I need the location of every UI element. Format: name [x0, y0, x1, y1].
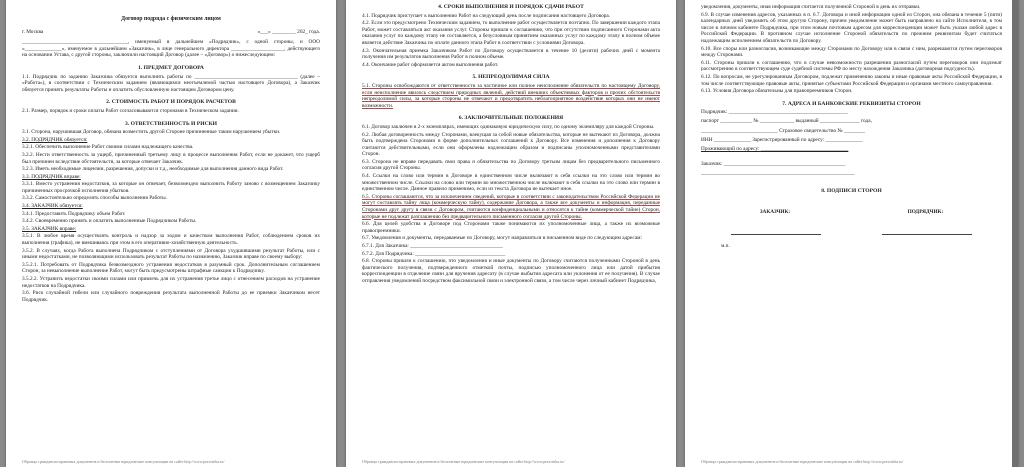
paragraph: 3.2.1. Обеспечить выполнение Работ своими силами надлежащего качества.	[22, 144, 194, 151]
vertical-scrollbar[interactable]	[1012, 0, 1018, 467]
page-footer: Образцы гражданско-правовых документов и бесплатные юридические консультации на сайте http://www.pravoteka.ru/	[22, 459, 225, 464]
contractor-signature-line	[882, 234, 972, 237]
section-2-title: 2. СТОИМОСТЬ РАБОТ И ПОРЯДОК РАСЧЕТОВ	[106, 99, 236, 106]
section-6-title: 6. ЗАКЛЮЧИТЕЛЬНЫЕ ПОЛОЖЕНИЯ	[458, 115, 564, 122]
document-page-1	[6, 0, 336, 467]
requisite-line: __________________________________________________________	[701, 169, 855, 176]
paragraph: 3.2. ПОДРЯДЧИК обязуется:	[22, 136, 88, 143]
paragraph: 4.3. Окончательная приемка Заказчиком Работ по Договору осуществляется в течение 10 (десяти) рабочих дней с момента получения им результатов выполнения Работ в полном объеме.	[362, 47, 660, 61]
paragraph: 6.7.1. Для Заказчика: ___________________________________	[362, 243, 503, 249]
city: г. Москва	[22, 28, 44, 35]
contractor-signature-label: ПОДРЯДЧИК:	[907, 209, 944, 216]
requisite-line: Заказчик: ______________________________________________	[701, 160, 846, 167]
paragraph: 3.1. Сторона, нарушившая Договор, обязана возместить другой Стороне причиненные таким нарушением убытки.	[22, 129, 281, 136]
paragraph: 6.2. Любая договоренность между Сторонами, влекущая за собой новые обязательства, которые не вытекают из Договора, должна быть подтверждена Сторонами в форме дополнительных соглашений к Договору. Все изменения и дополнения к Договору считаются действительными, если они оформлены надлежащим образом и подписаны уполномоченными представителями Сторон.	[362, 131, 660, 158]
page-footer: Образцы гражданско-правовых документов и бесплатные юридические консультации на сайте http://www.pravoteka.ru/	[362, 459, 565, 464]
paragraph: 6.5. Стороны соглашаются, что за исключением сведений, которые в соответствии с законодательством Российской Федерации не могут составлять тайну лица (коммерческую тайну), содержание Договора, а также все документы и информация, переданные Сторонами друг другу в связи с Договором, считаются конфиденциальными и относятся к тайне (коммерческой тайне) Сторон, которые не подлежат разглашению без предварительного письменного согласия другой Стороны.	[362, 193, 660, 220]
paragraph: 6.1. Договор заключен в 2-х экземплярах, имеющих одинаковую юридическую силу, по одному экземпляру для каждой Стороны.	[362, 123, 655, 130]
paragraph: 3.4. ЗАКАЗЧИК обязуется:	[22, 203, 83, 210]
paragraph: 6.6. Для целей удобства в Договоре под Сторонами также понимаются их уполномоченные лица, а также их возможные правопреемники.	[362, 221, 660, 234]
paragraph: 3.4.2. Своевременно принять и оплатить выполненные Подрядчиком Работы.	[22, 218, 197, 225]
paragraph: 6.11. Стороны пришли к соглашению, что в случае невозможности разрешения разногласий путем переговоров они подлежат рассмотрению в соответствующем суде судебной системы РФ по месту нахождения Заказчика (договорная подсудность).	[701, 59, 1002, 73]
section-4-title: 4. СРОКИ ВЫПОЛНЕНИЯ И ПОРЯДОК СДАЧИ РАБОТ	[438, 4, 584, 10]
paragraph: 6.12. По вопросам, не урегулированным Договором, подлежат применению законы и иные правовые акты Российской Федерации, в том числе соответствующие правовые акты, принятые субъектами Российской Федерации и органами местного самоуправления.	[701, 73, 1002, 87]
contract-date: «___» _________ 202_ года.	[257, 28, 320, 35]
paragraph: 6.13. Условия Договора обязательны для правопреемников Сторон.	[701, 88, 853, 95]
paragraph: 4.1. Подрядчик приступает к выполнению Работ на следующий день после подписания настоящего Договора.	[362, 12, 611, 19]
paragraph: 3.5.2. В случаях, когда Работа выполнена Подрядчиком с отступлениями от Договора ухудшившими результат Работы, или с иными недостатками, не позволяющими использовать результат Работы по назначению, Заказчик вправе по своему выбору:	[22, 247, 320, 261]
paragraph: 6.7.2. Для Подрядчика: __________________________________	[362, 250, 506, 257]
document-title: Договор подряда с физическим лицом	[121, 16, 221, 22]
requisite-line: ИНН ______________ Зарегистрированный по адресу: ______________	[701, 136, 863, 143]
paragraph: 3.3.1. Вместо устранения недостатков, за которые он отвечает, безвозмездно выполнить Работу заново с возмещением Заказчику причиненных просрочкой исполнения убытков.	[22, 181, 320, 194]
paragraph: 2.1. Размер, порядок и сроки оплаты Работ согласовываются сторонами в Техническом задании.	[22, 107, 239, 114]
stamp-place: м.п.	[721, 242, 730, 249]
page-footer: Образцы гражданско-правовых документов и бесплатные юридические консультации на сайте http://www.pravoteka.ru/	[701, 459, 904, 464]
document-page-2	[346, 0, 676, 467]
section-1-title: 1. ПРЕДМЕТ ДОГОВОРА	[138, 64, 204, 71]
preamble: ________________________________________, именуемый в дальнейшем «Подрядчик», с одной стороны, и ООО «______________», именуемое в дальнейшем «Заказчик», в лице генерального директора ____________________, действующего на основании Устава, с другой стороны, заключили настоящий Договор (далее – «Договор») о нижеследующем:	[22, 39, 320, 59]
paragraph: 1.1. Подрядчик по заданию Заказчика обязуется выполнить работы по _______________________________________ (далее – «Работа»), в соответствии с Техническим заданием (являющимся неотъемлемой частью настоящего Договора), а Заказчик обязуется принять результаты Работы и оплатить обусловленную настоящим Договором цену.	[22, 73, 320, 93]
paragraph: 6.8. Стороны пришли к соглашению, что уведомления и иные документы по Договору считаются полученными Стороной в день фактического получения, подтвержденного отметкой почты, подписью уполномоченного лица или датой прибытия корреспонденции в отделение связи для вручения адресату (в случае выбытия адресата или уклонения от ее получения). В случае отправления уведомлений посредством факсимильной связи и электронной связи, а том числе через личный кабинет Подрядчика,	[362, 258, 660, 284]
document-page-3	[685, 0, 1018, 467]
paragraph: 5.1. Стороны освобождаются от ответственности за частичное или полное неисполнение обязательств по настоящему Договору, если неисполнение явилось следствием природных явлений, действий внешних объективных факторов и прочих обстоятельств непреодолимой силы, за которые стороны не отвечают и предотвратить неблагоприятное воздействие которых они не имеют возможности.	[362, 82, 660, 109]
paragraph: уведомления, документы, иная информация считается полученной Стороной в день их отправки.	[701, 4, 921, 10]
requisite-line: Подрядчик: _____________________________________________	[701, 109, 848, 116]
section-8-title: 8. ПОДПИСИ СТОРОН	[821, 188, 882, 195]
paragraph: 3.2.3. Иметь необходимые лицензии, разрешения, допуски и т.д., необходимые для выполнения данного вида Работ.	[22, 166, 284, 173]
paragraph: 3.6. Риск случайной гибели или случайного повреждения результата выполненной Работы до ее приемки Заказчиком несет Подрядчик.	[22, 290, 320, 303]
signature-lines	[701, 234, 1002, 237]
paragraph: 3.5.2.1. Потребовать от Подрядчика безвозмездного устранения недостатков в разумный срок. Дополнительным соглашением Сторон, за невыполнение выполнение Работ, могут быть предусмотрены штрафные санкции к Подрядчику.	[22, 261, 320, 275]
paragraph: 6.9. В случае изменения адресов, указанных в п. 6.7. Договора и иной информации одной из Сторон, она обязана в течение 5 (пяти) календарных дней уведомить об этом другую Сторону, причем уведомление может быть направлено на сайте Исполнителя, в том числе в личном кабинете Подрядчика, при этом новым почтовым адресом для корреспонденции может быть указан любой адрес в Российской Федерации. В противном случае исполнение Стороной обязательств по прежним реквизитам будет считаться надлежащим исполнением обязательств по Договору.	[701, 11, 1002, 44]
customer-signature-line	[731, 234, 821, 237]
paragraph: 4.2. Если это предусмотрено Техническим заданием, то выполнение работ осуществляется поэтапно. По завершении каждого этапа Работ, может составляться акт оказания услуг. Стороны пришли к соглашению, что при отсутствии подписанного Сторонами акта оказания услуг по каждому этапу не составляется, а безусловным принятием оказанных услуг по каждому этапу в полном объеме является действие Заказчика по оплате данного этапа Работ в соответствии с условиями Договора.	[362, 20, 660, 46]
city-date-row	[22, 29, 320, 36]
section-3-title: 3. ОТВЕТСТВЕННОСТЬ И РИСКИ	[124, 120, 218, 127]
paragraph: 3.5.2.2. Устранить недостатки своими силами или привлечь для их устранения третье лицо с отнесением расходов на устранение недостатков на Подрядчика.	[22, 276, 320, 289]
requisite-line: паспорт ____________ № _____________ выданный _______________ года,	[701, 118, 872, 125]
section-7-title: 7. АДРЕСА И БАНКОВСКИЕ РЕКВИЗИТЫ СТОРОН	[782, 100, 921, 107]
requisites-block	[701, 109, 1002, 176]
requisite-line: Проживающий по адресу: _________________________________	[701, 145, 849, 152]
paragraph: 3.5.1. В любое время осуществлять контроль и надзор за ходом и качеством выполнения Работ, соблюдением сроков их выполнения (графика), не вмешиваясь при этом в его оперативно-хозяйственную деятельность.	[22, 233, 320, 247]
paragraph: 6.4. Ссылки на слово или термин в Договоре в единственном числе включают в себя ссылки на это слово или термин во множественном числе. Ссылки на слово или термин во множественном числе включают в себя ссылки на это слово или термин в единственном числе. Данное правило применимо, если из текста Договора не вытекает иное.	[362, 173, 660, 193]
customer-signature-label: ЗАКАЗЧИК:	[759, 209, 791, 216]
paragraph: 6.7. Уведомления и документы, передаваемые по Договору, могут направляться в письменном виде по следующим адресам:	[362, 235, 642, 242]
paragraph: 3.2.2. Нести ответственность за ущерб, причиненный третьему лицу в процессе выполнения Работ, если не докажет, что ущерб был причинен вследствие обстоятельств, за которые отвечает Заказчик.	[22, 151, 320, 165]
paragraph: 3.5. ЗАКАЗЧИК вправе:	[22, 225, 77, 232]
paragraph: 4.4. Окончание работ оформляется актом выполнения работ.	[362, 61, 499, 68]
paragraph: 3.3. ПОДРЯДЧИК вправе:	[22, 173, 81, 180]
section-5-title: 5. НЕПРЕОДОЛИМАЯ СИЛА	[472, 74, 550, 81]
requisite-line: _____________________________ Страховое свидетельство № ________	[701, 127, 866, 134]
paragraph: 6.3. Сторона не вправе передавать свои права и обязательства по Договору третьим лицам без предварительного письменного согласия другой Стороны.	[362, 158, 660, 172]
paragraph: 3.3.2. Самостоятельно определять способы выполнения Работы.	[22, 195, 168, 202]
paragraph: 3.4.1. Предоставить Подрядчику объем Работ.	[22, 210, 126, 217]
paragraph: 6.10. Все споры или разногласия, возникающие между Сторонами по Договору или в связи с ним, разрешаются путем переговоров между Сторонами.	[701, 45, 1002, 59]
signature-labels	[701, 209, 1002, 216]
